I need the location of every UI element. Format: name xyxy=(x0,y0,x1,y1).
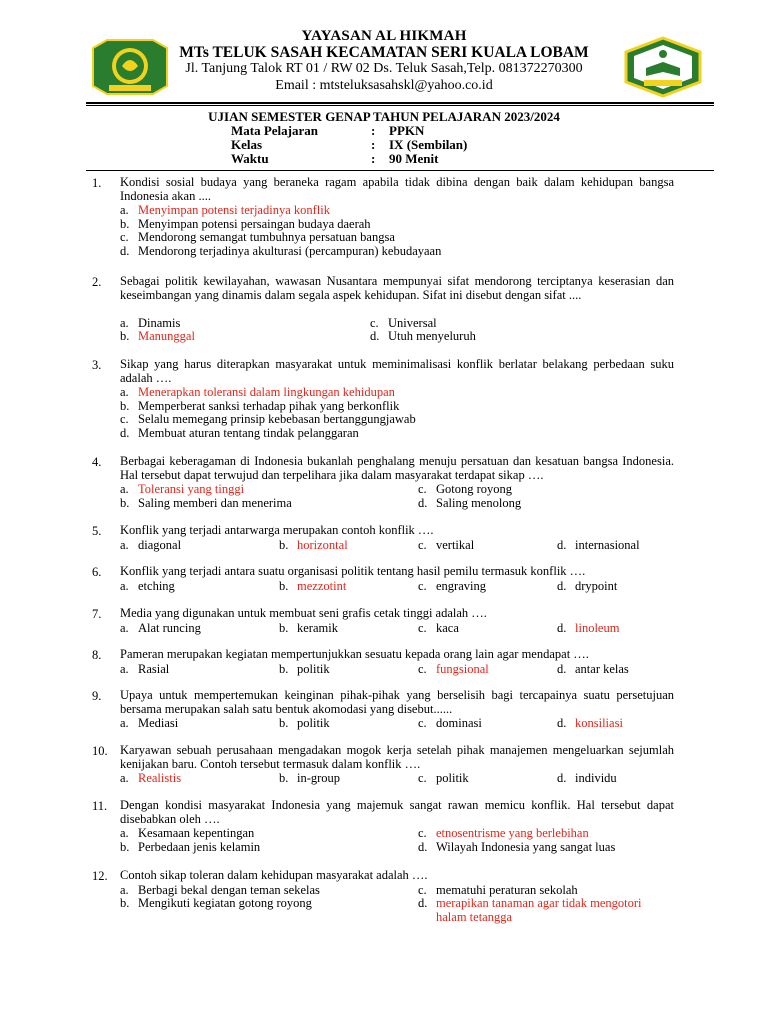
option-letter: b. xyxy=(120,329,130,343)
option-letter: c. xyxy=(418,716,427,730)
answer-option-a xyxy=(120,204,330,218)
question-text: Konflik yang terjadi antara suatu organisasi politik tentang hasil pemilu termasuk konflik …. xyxy=(120,564,586,578)
question-text: Upaya untuk mempertemukan keinginan pihak-pihak yang berselisih bagi tercapainya suatu persetujuan bersama merupakan salah satu bentuk akomodasi yang disebut...... xyxy=(120,688,674,716)
question-text: Konflik yang terjadi antarwarga merupakan contoh konflik …. xyxy=(120,523,434,537)
correct-answer-text: Manunggal xyxy=(138,329,195,343)
option-letter: d. xyxy=(418,896,428,910)
option-letter: d. xyxy=(557,537,567,552)
option-letter: c. xyxy=(418,661,427,676)
option-letter: a. xyxy=(120,771,129,785)
answer-option-d xyxy=(120,427,359,441)
option-text: Memperberat sanksi terhadap pihak yang berkonflik xyxy=(138,398,400,413)
option-letter: a. xyxy=(120,537,129,552)
answer-option-a xyxy=(120,717,178,731)
option-text: individu xyxy=(575,771,617,785)
question-number: 4. xyxy=(92,455,102,469)
option-letter: c. xyxy=(418,882,427,897)
answer-option-c xyxy=(418,772,469,786)
answer-option-b xyxy=(120,897,312,911)
option-text: Perbedaan jenis kelamin xyxy=(138,839,261,854)
info-value: IX (Sembilan) xyxy=(389,137,468,152)
option-text: Alat runcing xyxy=(138,620,201,635)
option-letter: b. xyxy=(120,896,130,910)
correct-answer-text: Menerapkan toleransi dalam lingkungan kehidupan xyxy=(138,385,395,399)
option-text: internasional xyxy=(575,537,640,552)
answer-option-c xyxy=(370,317,437,331)
option-text: engraving xyxy=(436,578,486,593)
option-letter: b. xyxy=(120,495,130,510)
option-letter: d. xyxy=(418,495,428,510)
answer-option-b xyxy=(120,497,292,511)
option-letter: b. xyxy=(279,661,289,676)
option-text: Selalu memegang prinsip kebebasan bertanggungjawab xyxy=(138,412,416,426)
question-number: 6. xyxy=(92,565,102,579)
correct-answer-text: merapikan tanaman agar tidak mengotori halam tetangga xyxy=(436,896,642,924)
option-letter: b. xyxy=(279,620,289,635)
answer-option-d xyxy=(370,330,476,344)
answer-option-b xyxy=(279,717,330,731)
correct-answer-text: mezzotint xyxy=(297,578,347,593)
option-text: keramik xyxy=(297,620,338,635)
answer-option-d xyxy=(557,539,640,553)
option-letter: c. xyxy=(418,771,427,785)
answer-option-d xyxy=(418,841,615,855)
option-text: vertikal xyxy=(436,537,475,552)
question-number: 3. xyxy=(92,358,102,372)
option-letter: c. xyxy=(418,578,427,593)
question-text: Sebagai politik kewilayahan, wawasan Nusantara mempunyai sifat mendorong terciptanya keserasian dan keseimbangan yang dinamis dalam segala aspek kehidupan. Sifat ini disebut dengan sifat .... xyxy=(120,274,674,302)
question-number: 2. xyxy=(92,275,102,289)
correct-answer-text: Toleransi yang tinggi xyxy=(138,482,245,496)
option-letter: a. xyxy=(120,482,129,496)
correct-answer-text: Realistis xyxy=(138,771,182,785)
answer-option-b xyxy=(120,218,371,232)
answer-option-c xyxy=(418,717,482,731)
option-letter: d. xyxy=(557,716,567,730)
option-letter: a. xyxy=(120,661,129,676)
correct-answer-text: linoleum xyxy=(575,620,620,635)
question-number: 5. xyxy=(92,524,102,538)
option-letter: a. xyxy=(120,315,129,330)
info-divider xyxy=(86,170,714,171)
answer-option-b xyxy=(120,841,260,855)
option-letter: b. xyxy=(279,716,289,730)
correct-answer-text: horizontal xyxy=(297,537,348,552)
option-text: drypoint xyxy=(575,578,618,593)
answer-option-c xyxy=(418,663,489,677)
answer-option-a xyxy=(120,483,244,497)
answer-option-d xyxy=(418,897,678,924)
answer-option-b xyxy=(120,330,195,344)
option-letter: b. xyxy=(279,578,289,593)
option-letter: d. xyxy=(557,578,567,593)
school-address: Jl. Tanjung Talok RT 01 / RW 02 Ds. Teluk Sasah,Telp. 081372270300 xyxy=(185,61,583,76)
info-sep: : xyxy=(371,151,376,166)
option-text: mematuhi peraturan sekolah xyxy=(436,882,578,897)
option-letter: d. xyxy=(418,839,428,854)
option-text: Membuat aturan tentang tindak pelanggaran xyxy=(138,425,359,440)
option-text: Saling menolong xyxy=(436,495,522,510)
question-text: Dengan kondisi masyarakat Indonesia yang majemuk sangat rawan memicu konflik. Hal tersebut dapat disebabkan oleh …. xyxy=(120,798,674,826)
option-text: Mendorong semangat tumbuhnya persatuan bangsa xyxy=(138,230,395,244)
answer-option-d xyxy=(557,622,619,636)
answer-option-c xyxy=(120,231,395,245)
answer-option-a xyxy=(120,622,201,636)
option-letter: c. xyxy=(120,230,129,244)
answer-option-b xyxy=(279,539,348,553)
question-number: 12. xyxy=(92,869,108,883)
option-letter: c. xyxy=(418,620,427,635)
option-letter: c. xyxy=(120,412,129,426)
foundation-name: YAYASAN AL HIKMAH xyxy=(301,28,467,44)
header-divider-thick xyxy=(86,102,714,104)
question-text: Karyawan sebuah perusahaan mengadakan mogok kerja setelah pihak manajemen mengeluarkan sejumlah kenijakan baru. Contoh tersebut termasuk dalam konflik …. xyxy=(120,743,674,771)
option-text: politik xyxy=(436,771,469,785)
option-text: Berbagi bekal dengan teman sekelas xyxy=(138,882,320,897)
option-text: kaca xyxy=(436,620,459,635)
header-divider-thin xyxy=(86,105,714,106)
question-text: Sikap yang harus diterapkan masyarakat untuk meminimalisasi konflik berlatar belakang perbedaan suku adalah …. xyxy=(120,357,674,385)
answer-option-d xyxy=(120,245,441,259)
option-text: Mediasi xyxy=(138,716,179,730)
answer-option-c xyxy=(418,827,589,841)
option-text: Utuh menyeluruh xyxy=(388,329,476,343)
answer-option-d xyxy=(557,580,617,594)
option-letter: b. xyxy=(120,839,130,854)
info-label: Waktu xyxy=(231,151,269,166)
option-text: diagonal xyxy=(138,537,182,552)
answer-option-b xyxy=(279,772,340,786)
option-letter: b. xyxy=(120,216,130,231)
answer-option-a xyxy=(120,386,395,400)
option-letter: d. xyxy=(557,661,567,676)
question-text: Media yang digunakan untuk membuat seni grafis cetak tinggi adalah …. xyxy=(120,606,487,620)
answer-option-c xyxy=(418,884,578,898)
option-text: antar kelas xyxy=(575,661,629,676)
question-number: 11. xyxy=(92,799,108,813)
option-letter: a. xyxy=(120,620,129,635)
answer-option-a xyxy=(120,884,320,898)
question-text: Berbagai keberagaman di Indonesia bukanlah penghalang menuju persatuan dan kesatuan bangsa Indonesia. Hal tersebut dapat terwujud dan terpelihara jika dalam masyarakat terdapat sikap …. xyxy=(120,454,674,482)
question-text: Kondisi sosial budaya yang beraneka ragam apabila tidak dibina dengan baik dalam kehidupan bangsa Indonesia akan .... xyxy=(120,175,674,203)
answer-option-a xyxy=(120,772,181,786)
correct-answer-text: fungsional xyxy=(436,661,489,676)
info-sep: : xyxy=(371,123,376,138)
option-text: Mengikuti kegiatan gotong royong xyxy=(138,896,312,910)
option-text: etching xyxy=(138,578,175,593)
option-letter: a. xyxy=(120,716,129,730)
option-text: politik xyxy=(297,716,330,730)
option-letter: a. xyxy=(120,203,129,217)
answer-option-b xyxy=(120,400,399,414)
option-text: Saling memberi dan menerima xyxy=(138,495,292,510)
exam-title: UJIAN SEMESTER GENAP TAHUN PELAJARAN 2023/2024 xyxy=(208,109,560,124)
answer-option-a xyxy=(120,539,181,553)
answer-option-b xyxy=(279,622,338,636)
answer-option-d xyxy=(418,497,521,511)
option-letter: d. xyxy=(120,425,130,440)
option-letter: d. xyxy=(370,329,380,343)
option-letter: a. xyxy=(120,385,129,399)
question-number: 1. xyxy=(92,176,102,190)
info-label: Mata Pelajaran xyxy=(231,123,319,138)
info-sep: : xyxy=(371,137,376,152)
correct-answer-text: etnosentrisme yang berlebihan xyxy=(436,826,589,840)
option-letter: b. xyxy=(279,537,289,552)
correct-answer-text: Menyimpan potensi terjadinya konflik xyxy=(138,203,330,217)
school-email: Email : mtsteluksasahskl@yahoo.co.id xyxy=(275,78,493,93)
option-letter: b. xyxy=(279,771,289,785)
option-text: Dinamis xyxy=(138,315,181,330)
question-number: 8. xyxy=(92,648,102,662)
option-text: Rasial xyxy=(138,661,170,676)
option-letter: d. xyxy=(557,620,567,635)
correct-answer-text: konsiliasi xyxy=(575,716,623,730)
option-letter: c. xyxy=(418,482,427,496)
school-name: MTs TELUK SASAH KECAMATAN SERI KUALA LOBAM xyxy=(179,44,589,61)
answer-option-d xyxy=(557,717,623,731)
option-letter: d. xyxy=(557,771,567,785)
option-letter: d. xyxy=(120,243,130,258)
option-letter: c. xyxy=(418,826,427,840)
option-text: Gotong royong xyxy=(436,482,513,496)
option-text: in-group xyxy=(297,771,341,785)
option-letter: c. xyxy=(370,315,379,330)
answer-option-c xyxy=(418,622,459,636)
option-text: Menyimpan potensi persaingan budaya daerah xyxy=(138,216,371,231)
answer-option-c xyxy=(418,539,474,553)
answer-option-a xyxy=(120,827,254,841)
question-text: Pameran merupakan kegiatan mempertunjukkan sesuatu kepada orang lain agar mendapat …. xyxy=(120,647,589,661)
option-letter: a. xyxy=(120,826,129,840)
question-number: 9. xyxy=(92,689,102,703)
option-text: Wilayah Indonesia yang sangat luas xyxy=(436,839,616,854)
answer-option-a xyxy=(120,317,180,331)
option-text: dominasi xyxy=(436,716,482,730)
option-text: Mendorong terjadinya akulturasi (percampuran) kebudayaan xyxy=(138,243,442,258)
info-value: PPKN xyxy=(389,123,425,138)
answer-option-d xyxy=(557,772,617,786)
info-value: 90 Menit xyxy=(389,151,439,166)
option-letter: a. xyxy=(120,882,129,897)
info-label: Kelas xyxy=(231,137,263,152)
option-letter: b. xyxy=(120,398,130,413)
answer-option-b xyxy=(279,663,330,677)
option-letter: c. xyxy=(418,537,427,552)
answer-option-c xyxy=(120,413,416,427)
answer-option-a xyxy=(120,663,169,677)
info-row-time xyxy=(231,151,438,167)
answer-option-b xyxy=(279,580,346,594)
question-text: Contoh sikap toleran dalam kehidupan masyarakat adalah …. xyxy=(120,868,428,882)
option-letter: a. xyxy=(120,578,129,593)
answer-option-a xyxy=(120,580,175,594)
question-number: 7. xyxy=(92,607,102,621)
answer-option-c xyxy=(418,580,486,594)
option-text: Universal xyxy=(388,315,437,330)
option-text: politik xyxy=(297,661,330,676)
option-text: Kesamaan kepentingan xyxy=(138,826,255,840)
answer-option-c xyxy=(418,483,512,497)
answer-option-d xyxy=(557,663,629,677)
question-number: 10. xyxy=(92,744,108,758)
